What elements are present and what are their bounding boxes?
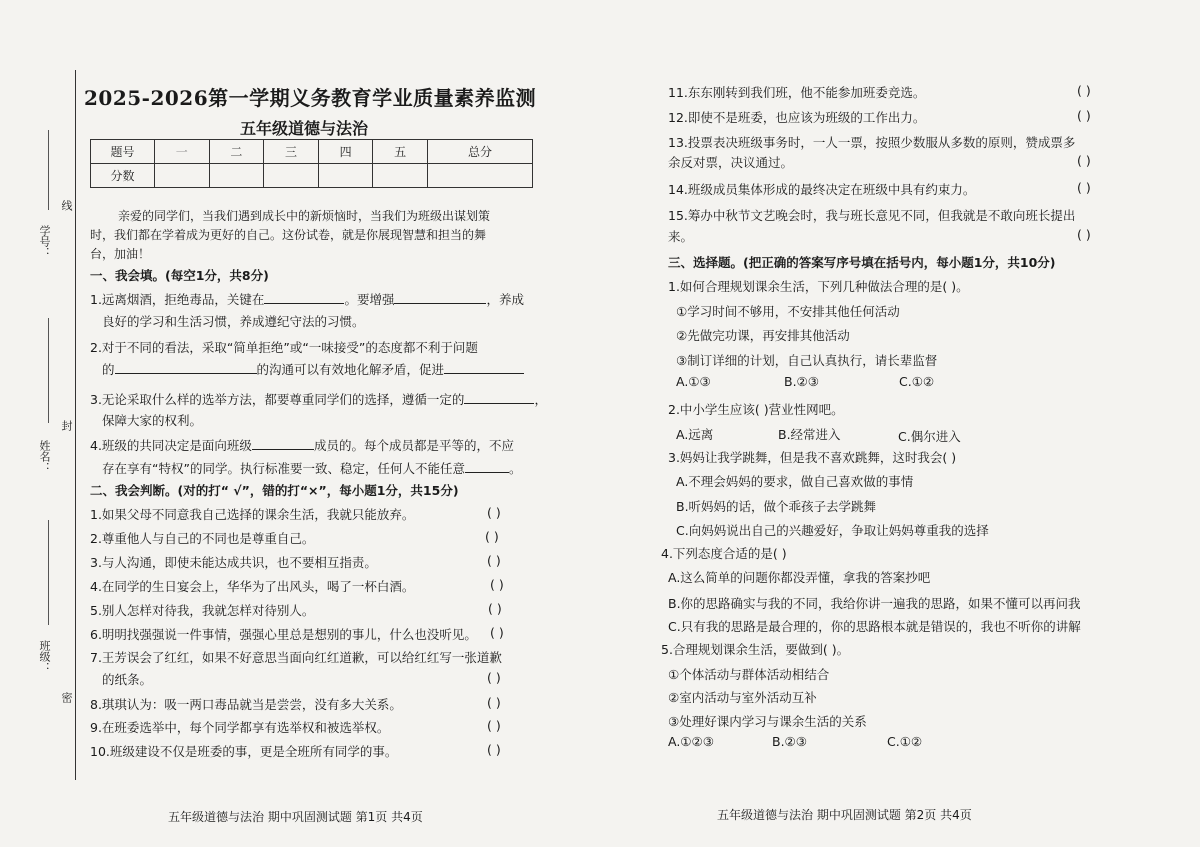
question-1-3-cont: 保障大家的权利。 bbox=[102, 413, 203, 428]
answer-blank bbox=[394, 291, 486, 304]
judge-15-cont: 来。 bbox=[668, 229, 694, 244]
q-text: 。要增强 bbox=[344, 292, 395, 307]
answer-paren: ( ) bbox=[1077, 108, 1091, 123]
choice-3-answer-a: A.不理会妈妈的要求，做自己喜欢做的事情 bbox=[676, 474, 914, 489]
score-table-cell: 分数 bbox=[91, 164, 155, 188]
judge-12: 12.即使不是班委，也应该为班级的工作出力。 bbox=[668, 110, 926, 125]
choice-3-answer-b: B.听妈妈的话，做个乖孩子去学跳舞 bbox=[676, 499, 877, 514]
choice-3-answer-c: C.向妈妈说出自己的兴趣爱好，争取让妈妈尊重我的选择 bbox=[676, 523, 989, 538]
choice-3: 3.妈妈让我学跳舞，但是我不喜欢跳舞，这时我会( ) bbox=[668, 450, 957, 465]
choice-1-answer-b: B.②③ bbox=[784, 374, 819, 389]
q-text: 1.远离烟酒，拒绝毒品，关键在 bbox=[90, 292, 265, 307]
answer-paren: ( ) bbox=[488, 601, 502, 616]
intro-line-1: 亲爱的同学们，当我们遇到成长中的新烦恼时，当我们为班级出谋划策 bbox=[118, 209, 491, 223]
choice-5: 5.合理规划课余生活，要做到( )。 bbox=[661, 642, 850, 657]
question-1-2: 2.对于不同的看法，采取“简单拒绝”或“一味接受”的态度都不利于问题 bbox=[90, 340, 478, 355]
question-1-2-cont bbox=[102, 360, 524, 378]
q-text: 成员的。每个成员都是平等的，不应 bbox=[313, 438, 514, 453]
question-1-3 bbox=[90, 390, 547, 408]
judge-7-cont: 的纸条。 bbox=[102, 672, 153, 687]
score-cell-5 bbox=[373, 164, 428, 188]
choice-1: 1.如何合理规划课余生活，下列几种做法合理的是( )。 bbox=[668, 279, 969, 294]
judge-7: 7.王芳误会了红红，如果不好意思当面向红红道歉，可以给红红写一张道歉 bbox=[90, 650, 502, 665]
judge-13-cont: 余反对票，决议通过。 bbox=[668, 155, 794, 170]
score-table-header-row bbox=[91, 140, 533, 164]
exam-subtitle: 五年级道德与法治 bbox=[240, 119, 369, 138]
score-cell-2 bbox=[209, 164, 264, 188]
class-label: 班级： bbox=[38, 640, 51, 673]
answer-paren: ( ) bbox=[487, 718, 501, 733]
footer-page-1: 五年级道德与法治 期中巩固测试题 第1页 共4页 bbox=[168, 810, 423, 824]
judge-3: 3.与人沟通，即使未能达成共识，也不要相互指责。 bbox=[90, 555, 377, 570]
q-text: 的 bbox=[102, 362, 115, 377]
choice-2-answer-a: A.远离 bbox=[676, 427, 714, 442]
judge-8: 8.琪琪认为：吸一两口毒品就当是尝尝，没有多大关系。 bbox=[90, 697, 402, 712]
judge-15: 15.筹办中秋节文艺晚会时，我与班长意见不同，但我就是不敢向班长提出 bbox=[668, 208, 1076, 223]
answer-blank bbox=[444, 361, 524, 374]
score-cell-3 bbox=[264, 164, 319, 188]
binding-line bbox=[75, 70, 76, 780]
answer-paren: ( ) bbox=[487, 695, 501, 710]
choice-1-opt-2: ②先做完功课，再安排其他活动 bbox=[676, 328, 850, 343]
question-1-4 bbox=[90, 436, 514, 454]
judge-6: 6.明明找强强说一件事情，强强心里总是想别的事儿，什么也没听见。 bbox=[90, 627, 477, 642]
answer-paren: ( ) bbox=[1077, 83, 1091, 98]
choice-4: 4.下列态度合适的是( ) bbox=[661, 546, 787, 561]
choice-1-answer-a: A.①③ bbox=[676, 374, 711, 389]
choice-2: 2.中小学生应该( )营业性网吧。 bbox=[668, 402, 844, 417]
answer-blank bbox=[115, 361, 257, 374]
score-table bbox=[90, 139, 533, 188]
score-table-cell: 二 bbox=[209, 140, 264, 164]
section-1-heading: 一、我会填。(每空1分，共8分) bbox=[90, 268, 269, 283]
choice-5-opt-1: ①个体活动与群体活动相结合 bbox=[668, 667, 830, 682]
score-table-cell: 四 bbox=[318, 140, 373, 164]
answer-paren: ( ) bbox=[487, 505, 501, 520]
score-table-cell: 总分 bbox=[427, 140, 532, 164]
judge-5: 5.别人怎样对待我，我就怎样对待别人。 bbox=[90, 603, 315, 618]
section-3-heading: 三、选择题。(把正确的答案写序号填在括号内，每小题1分，共10分) bbox=[668, 255, 1056, 270]
judge-4: 4.在同学的生日宴会上，华华为了出风头，喝了一杯白酒。 bbox=[90, 579, 415, 594]
student-id-label: 学号： bbox=[38, 225, 51, 258]
score-table-cell: 三 bbox=[264, 140, 319, 164]
score-cell-1 bbox=[155, 164, 210, 188]
answer-paren: ( ) bbox=[490, 577, 504, 592]
judge-11: 11.东东刚转到我们班，他不能参加班委竞选。 bbox=[668, 85, 926, 100]
score-table-score-row bbox=[91, 164, 533, 188]
student-id-blank bbox=[48, 130, 49, 210]
answer-blank bbox=[252, 437, 314, 450]
class-blank bbox=[48, 520, 49, 625]
intro-line-2: 时，我们都在学着成为更好的自己。这份试卷，就是你展现智慧和担当的舞 bbox=[90, 228, 487, 242]
q-text: 4.班级的共同决定是面向班级 bbox=[90, 438, 252, 453]
answer-paren: ( ) bbox=[487, 742, 501, 757]
q-text: 3.无论采取什么样的选举方法，都要尊重同学们的选择，遵循一定的 bbox=[90, 392, 465, 407]
answer-paren: ( ) bbox=[1077, 180, 1091, 195]
choice-5-answer-b: B.②③ bbox=[772, 734, 807, 749]
score-cell-total bbox=[427, 164, 532, 188]
score-table-cell: 一 bbox=[155, 140, 210, 164]
score-cell-4 bbox=[318, 164, 373, 188]
q-text: ，养成 bbox=[486, 292, 524, 307]
exam-title: 2025-2026第一学期义务教育学业质量素养监测 bbox=[84, 86, 537, 110]
answer-blank bbox=[465, 460, 509, 473]
choice-4-answer-a: A.这么简单的问题你都没弄懂，拿我的答案抄吧 bbox=[668, 570, 931, 585]
judge-1: 1.如果父母不同意我自己选择的课余生活，我就只能放弃。 bbox=[90, 507, 415, 522]
q-text: 的沟通可以有效地化解矛盾，促进 bbox=[256, 362, 445, 377]
choice-1-answer-c: C.①② bbox=[899, 374, 935, 389]
mark-seal: 封 bbox=[60, 420, 73, 431]
choice-5-opt-2: ②室内活动与室外活动互补 bbox=[668, 690, 817, 705]
judge-2: 2.尊重他人与自己的不同也是尊重自己。 bbox=[90, 531, 315, 546]
q-text: ， bbox=[534, 392, 547, 407]
choice-1-opt-3: ③制订详细的计划，自己认真执行，请长辈监督 bbox=[676, 353, 938, 368]
question-1-4-cont bbox=[102, 459, 521, 477]
answer-paren: ( ) bbox=[485, 529, 499, 544]
answer-paren: ( ) bbox=[487, 553, 501, 568]
footer-page-2: 五年级道德与法治 期中巩固测试题 第2页 共4页 bbox=[717, 808, 972, 822]
choice-5-answer-c: C.①② bbox=[887, 734, 923, 749]
judge-13: 13.投票表决班级事务时，一人一票，按照少数服从多数的原则，赞成票多 bbox=[668, 135, 1076, 150]
mark-close: 密 bbox=[60, 692, 73, 703]
q-text: 。 bbox=[508, 461, 522, 476]
choice-5-answer-a: A.①②③ bbox=[668, 734, 714, 749]
mark-line: 线 bbox=[60, 200, 73, 211]
choice-2-answer-b: B.经常进入 bbox=[778, 427, 841, 442]
name-label: 姓名： bbox=[38, 440, 51, 473]
score-table-cell: 题号 bbox=[91, 140, 155, 164]
choice-4-answer-b: B.你的思路确实与我的不同，我给你讲一遍我的思路，如果不懂可以再问我 bbox=[668, 596, 1081, 611]
choice-5-opt-3: ③处理好课内学习与课余生活的关系 bbox=[668, 714, 867, 729]
choice-4-answer-c: C.只有我的思路是最合理的，你的思路根本就是错误的，我也不听你的讲解 bbox=[668, 619, 1081, 634]
answer-paren: ( ) bbox=[1077, 153, 1091, 168]
answer-paren: ( ) bbox=[1077, 227, 1091, 242]
answer-blank bbox=[464, 391, 534, 404]
choice-1-opt-1: ①学习时间不够用，不安排其他任何活动 bbox=[676, 304, 900, 319]
choice-2-answer-c: C.偶尔进入 bbox=[898, 429, 961, 444]
answer-paren: ( ) bbox=[490, 625, 504, 640]
score-table-cell: 五 bbox=[373, 140, 428, 164]
question-1-1 bbox=[90, 290, 524, 308]
q-text: 存在享有“特权”的同学。执行标准要一致、稳定，任何人不能任意 bbox=[102, 461, 465, 476]
judge-14: 14.班级成员集体形成的最终决定在班级中具有约束力。 bbox=[668, 182, 976, 197]
answer-blank bbox=[264, 291, 344, 304]
judge-9: 9.在班委选举中，每个同学都享有选举权和被选举权。 bbox=[90, 720, 390, 735]
judge-10: 10.班级建设不仅是班委的事，更是全班所有同学的事。 bbox=[90, 744, 398, 759]
intro-line-3: 台，加油！ bbox=[90, 247, 151, 261]
section-2-heading: 二、我会判断。(对的打“ √”，错的打“×”，每小题1分，共15分) bbox=[90, 483, 459, 498]
question-1-1-cont: 良好的学习和生活习惯，养成遵纪守法的习惯。 bbox=[102, 314, 365, 329]
name-blank bbox=[48, 318, 49, 423]
answer-paren: ( ) bbox=[487, 670, 501, 685]
